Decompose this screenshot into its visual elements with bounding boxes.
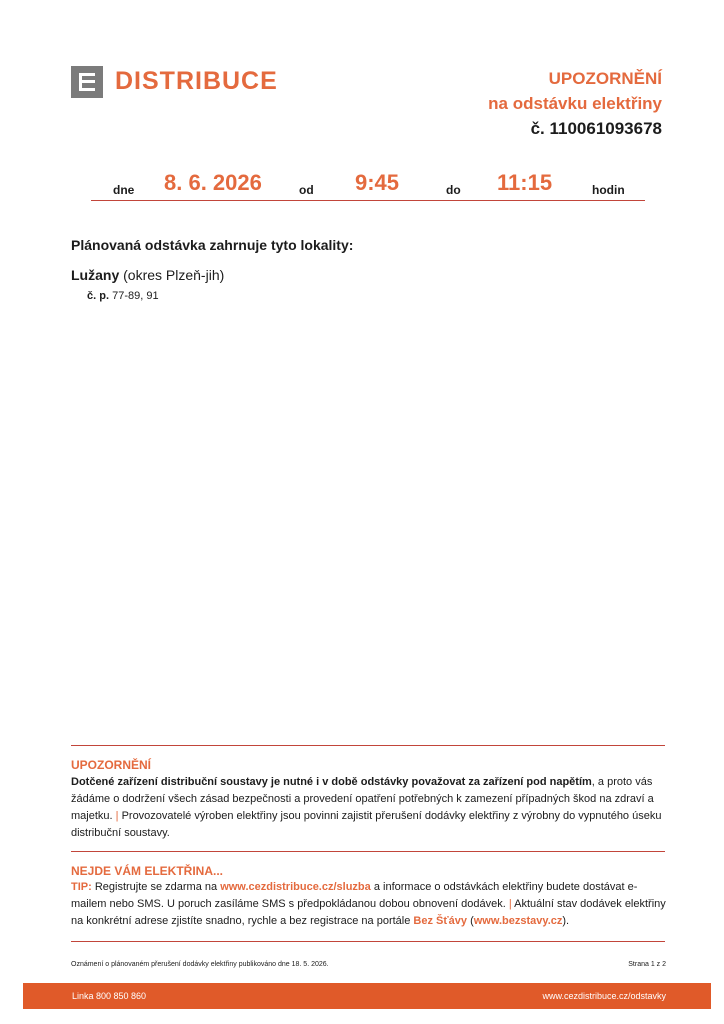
notice-number: č. 110061093678 (530, 119, 662, 138)
tip-text-2: a informace o odstávkách elektřiny budete dostávat e-mailem nebo SMS. U poruch zasíláme SMS s předpokládanou dobou obnovení dodávek. (71, 881, 638, 910)
warning-separator: | (115, 810, 119, 822)
notice-title: UPOZORNĚNÍ (548, 69, 662, 88)
warning-text-2: Provozovatelé výroben elektřiny jsou povinni zajistit přerušení dodávky elektřiny z výrobny do vypnutého úseku distribuční soustavy. (71, 810, 662, 839)
notice-subtitle: na odstávku elektřiny (488, 94, 662, 113)
registration-link[interactable]: www.cezdistribuce.cz/sluzba (220, 881, 371, 893)
outage-from-time: 9:45 (355, 170, 400, 195)
town-district: (okres Plzeň-jih) (123, 267, 225, 283)
warning-title: UPOZORNĚNÍ (71, 758, 152, 772)
tip-text (71, 879, 671, 930)
hotline-number[interactable]: Linka 800 850 860 (72, 991, 147, 1001)
paren-open: ( (470, 915, 474, 927)
tip-separator: | (508, 898, 512, 910)
from-label: od (299, 183, 314, 197)
date-label: dne (113, 183, 135, 197)
location-house-numbers (87, 290, 159, 302)
warning-text-1: , a proto vás žádáme o dodržení všech zásad bezpečnosti a provedení opatření potřebných k zamezení případných škod na zdraví a majetku. (71, 776, 654, 822)
notice-header (488, 66, 662, 141)
publication-note: Oznámení o plánovaném přerušení dodávky elektřiny publikováno dne 18. 5. 2026. (71, 961, 329, 968)
page-number: Strana 1 z 2 (628, 961, 666, 968)
cp-values: 77-89, 91 (112, 290, 159, 302)
footer-bar (23, 983, 711, 1009)
tip-divider (71, 851, 665, 852)
location-town (71, 267, 224, 283)
brand-name: DISTRIBUCE (115, 67, 278, 95)
warning-divider (71, 745, 665, 746)
hours-label: hodin (592, 183, 625, 197)
town-name: Lužany (71, 267, 120, 283)
outage-date: 8. 6. 2026 (164, 170, 262, 195)
portal-name: Bez Šťávy (413, 915, 467, 927)
outage-website-link[interactable]: www.cezdistribuce.cz/odstavky (542, 991, 666, 1001)
cp-label: č. p. (87, 290, 110, 302)
tip-text-1: Registrujte se zdarma na (94, 881, 218, 893)
portal-link[interactable]: www.bezstavy.cz (473, 915, 563, 927)
tip-label: TIP: (71, 881, 92, 893)
locations-heading: Plánovaná odstávka zahrnuje tyto lokality: (71, 237, 354, 253)
outage-to-time: 11:15 (497, 170, 553, 195)
warning-bold-text: Dotčené zařízení distribuční soustavy je nutné i v době odstávky považovat za zařízení pod napětím (71, 776, 592, 788)
date-divider (91, 200, 645, 201)
warning-text (71, 774, 671, 842)
tip-title: NEJDE VÁM ELEKTŘINA... (71, 864, 224, 878)
paren-close: ). (562, 915, 570, 927)
to-label: do (446, 183, 461, 197)
footer-divider (71, 941, 665, 942)
tip-text-3: Aktuální stav dodávek elektřiny na konkrétní adrese zjistíte snadno, rychle a bez registrace na portále (71, 898, 666, 927)
company-logo-icon (71, 66, 103, 98)
